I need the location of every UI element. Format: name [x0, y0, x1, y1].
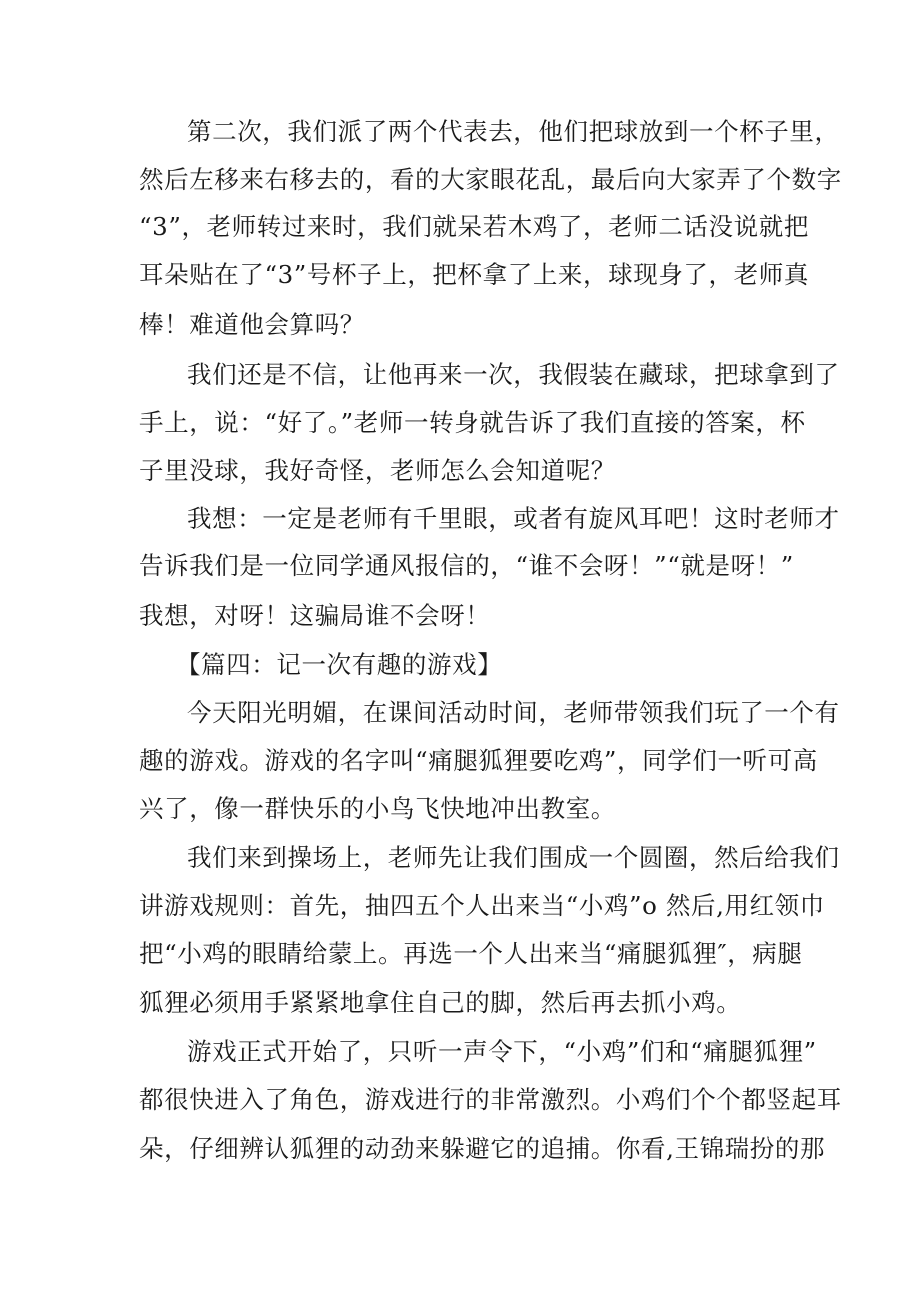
text-line: 我想，对呀！这骗局谁不会呀！	[139, 601, 491, 630]
text-line: 游戏正式开始了，只听一声令下，“小鸡”们和“痛腿狐狸”	[187, 1037, 817, 1066]
text-line: 我们来到操场上，老师先让我们围成一个圆圈，然后给我们	[187, 843, 840, 872]
text-line: 我想：一定是老师有千里眼，或者有旋风耳吧！这时老师才	[187, 504, 840, 533]
text-line: 讲游戏规则：首先，抽四五个人出来当“小鸡”o 然后,用红领巾	[139, 891, 825, 920]
text-line: 手上，说：“好了。”老师一转身就告诉了我们直接的答案，杯	[139, 408, 806, 437]
text-line: 棒！难道他会算吗？	[139, 310, 365, 339]
text-line: 子里没球，我好奇怪，老师怎么会知道呢？	[139, 456, 616, 485]
text-line: 狐狸必须用手紧紧地拿住自己的脚，然后再去抓小鸡。	[139, 988, 742, 1017]
text-line: 把“小鸡的眼睛给蒙上。再选一个人出来当“痛腿狐狸″，病腿	[139, 939, 803, 968]
text-line: 朵，仔细辨认狐狸的动劲来躲避它的追捕。你看,王锦瑞扮的那	[139, 1134, 826, 1163]
text-line: 趣的游戏。游戏的名字叫“痛腿狐狸要吃鸡”，同学们一听可高	[139, 746, 818, 775]
text-line: 都很快进入了角色，游戏进行的非常激烈。小鸡们个个都竖起耳	[139, 1085, 842, 1114]
text-line: 兴了，像一群快乐的小鸟飞快地冲出教室。	[139, 794, 616, 823]
section-heading: 【篇四：记一次有趣的游戏】	[176, 650, 503, 679]
text-line: 今天阳光明媚，在课间活动时间，老师带领我们玩了一个有	[187, 698, 840, 727]
text-line: 第二次，我们派了两个代表去，他们把球放到一个杯子里，	[187, 117, 840, 146]
text-line: 告诉我们是一位同学通风报信的，“谁不会呀！”“就是呀！”	[139, 551, 794, 580]
text-line: 耳朵贴在了“3”号杯子上，把杯拿了上来，球现身了，老师真	[139, 260, 809, 289]
text-line: “3”，老师转过来时，我们就呆若木鸡了，老师二话没说就把	[139, 212, 809, 241]
text-line: 然后左移来右移去的，看的大家眼花乱，最后向大家弄了个数字	[139, 165, 842, 194]
text-line: 我们还是不信，让他再来一次，我假装在藏球，把球拿到了	[187, 360, 840, 389]
